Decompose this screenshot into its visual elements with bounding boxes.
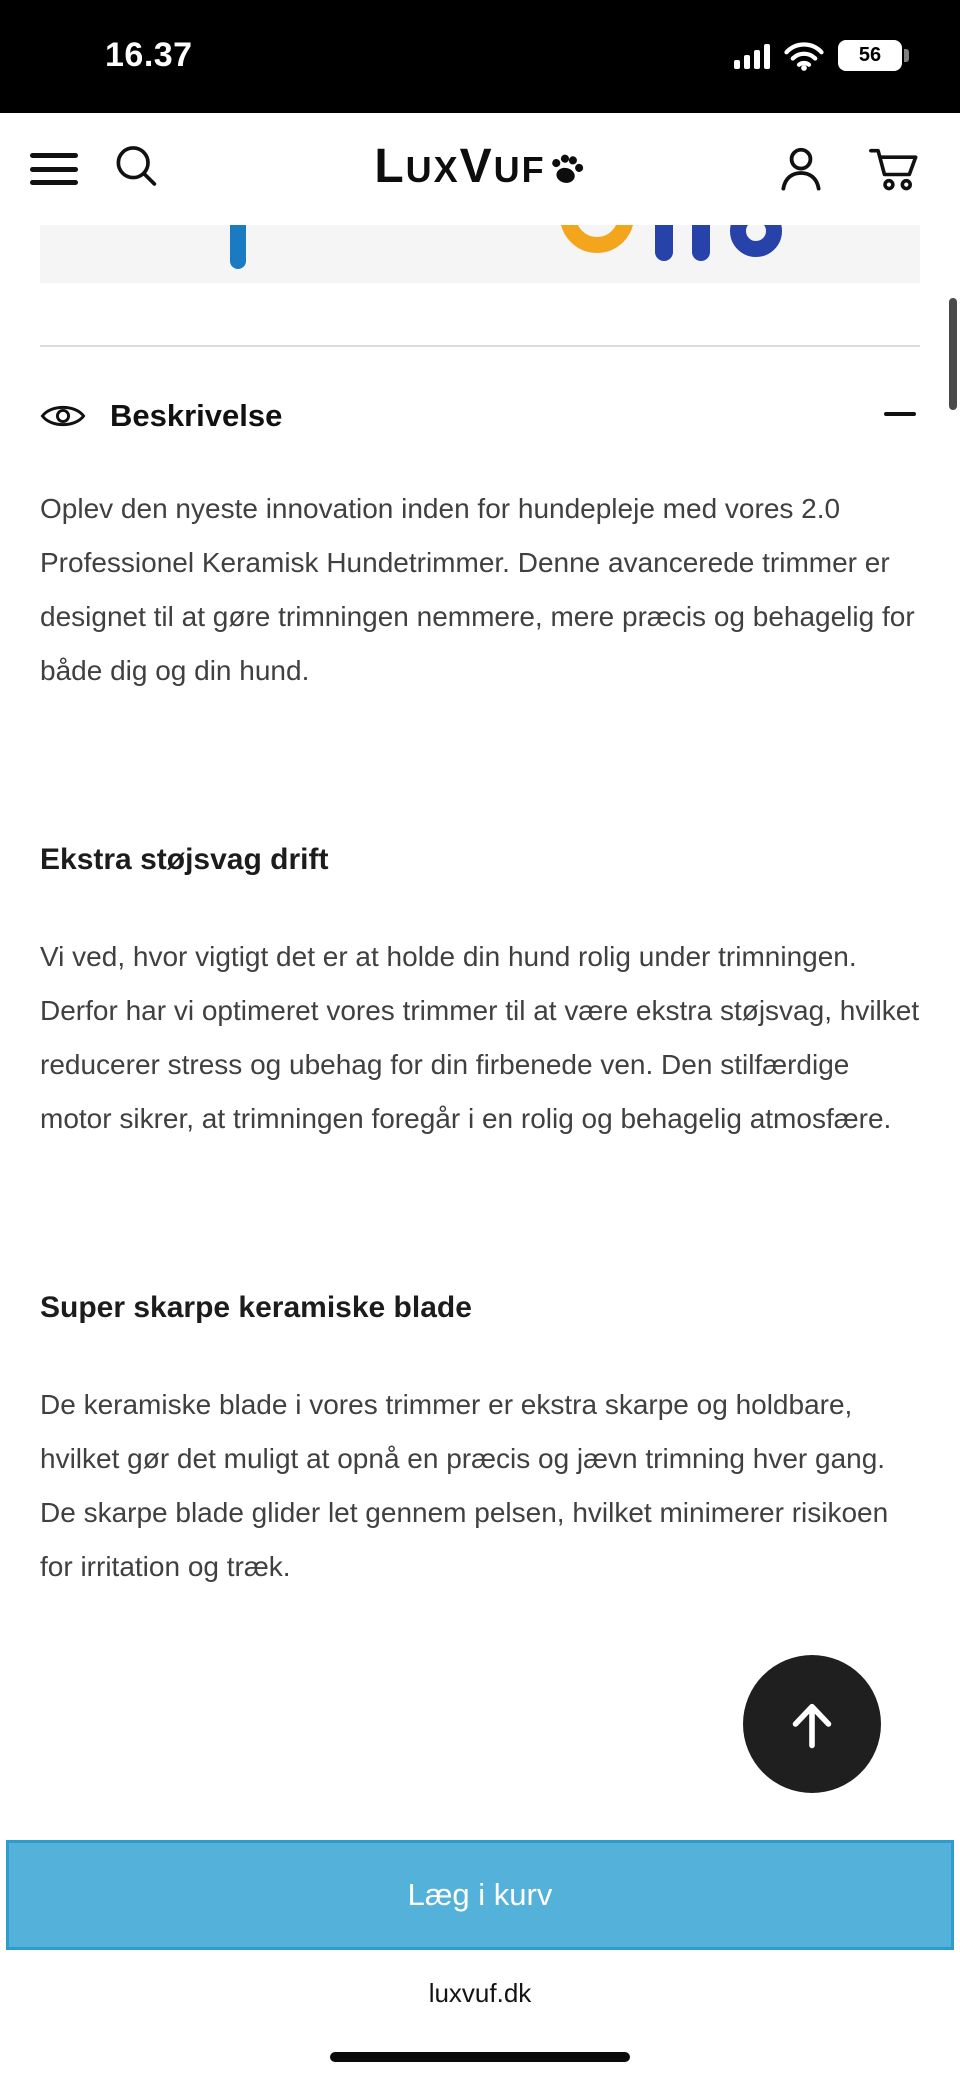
- account-icon[interactable]: [776, 143, 826, 193]
- logo-letter: L: [374, 140, 406, 193]
- image-fragment: [560, 225, 634, 253]
- eye-icon: [40, 401, 86, 431]
- section-title: Beskrivelse: [110, 398, 283, 433]
- site-header: [0, 113, 960, 225]
- collapse-minus-icon[interactable]: [884, 412, 916, 416]
- description-section: [40, 392, 920, 1594]
- status-bar: [0, 0, 960, 113]
- description-paragraph: De keramiske blade i vores trimmer er ekstra skarpe og holdbare, hvilket gør det muligt at opnå en præcis og jævn trimning hver gang. De skarpe blade glider let gennem pelsen, hvilket minimerer risikoen for irritation og træk.: [40, 1389, 889, 1582]
- battery-icon: [838, 40, 902, 71]
- scrollbar[interactable]: [949, 298, 957, 410]
- home-indicator: [330, 2052, 630, 2062]
- logo-letters: UF: [493, 149, 546, 190]
- section-divider: [40, 345, 920, 347]
- image-fragment: [655, 225, 673, 261]
- battery-percent: 56: [858, 44, 882, 66]
- description-body: [40, 482, 920, 1594]
- clock: 16.37: [105, 36, 193, 74]
- browser-address-bar[interactable]: luxvuf.dk: [428, 1978, 532, 2008]
- cart-icon[interactable]: [868, 143, 920, 193]
- logo-letter: V: [459, 140, 494, 193]
- image-fragment: [692, 225, 710, 261]
- description-subheading: Super skarpe keramiske blade: [40, 1291, 472, 1324]
- paw-icon: [545, 149, 588, 192]
- image-fragment: [730, 225, 782, 257]
- description-intro: Oplev den nyeste innovation inden for hundepleje med vores 2.0 Professionel Keramisk Hundetrimmer. Denne avancerede trimmer er designet til at gøre trimningen nemmere, mere præcis og behagelig for både dig og din hund.: [40, 493, 915, 686]
- arrow-up-icon: [784, 1696, 840, 1752]
- sticky-cart-bar: [0, 1832, 960, 1958]
- description-paragraph: Vi ved, hvor vigtigt det er at holde din hund rolig under trimningen. Derfor har vi optimeret vores trimmer til at være ekstra støjsvag, hvilket reducerer stress og ubehag for din firbenede ven. Den stilfærdige motor sikrer, at trimningen foregår i en rolig og behagelig atmosfære.: [40, 941, 920, 1134]
- logo-letters: UX: [405, 149, 460, 190]
- image-fragment: [230, 225, 246, 269]
- signal-icon: [734, 43, 770, 69]
- status-icons: [734, 40, 902, 71]
- wifi-icon: [784, 41, 824, 71]
- scroll-to-top-button[interactable]: [743, 1655, 881, 1793]
- add-to-cart-button[interactable]: Læg i kurv: [6, 1840, 954, 1950]
- product-image-partial: [40, 225, 920, 283]
- description-subheading: Ekstra støjsvag drift: [40, 843, 329, 876]
- description-header[interactable]: [40, 392, 920, 440]
